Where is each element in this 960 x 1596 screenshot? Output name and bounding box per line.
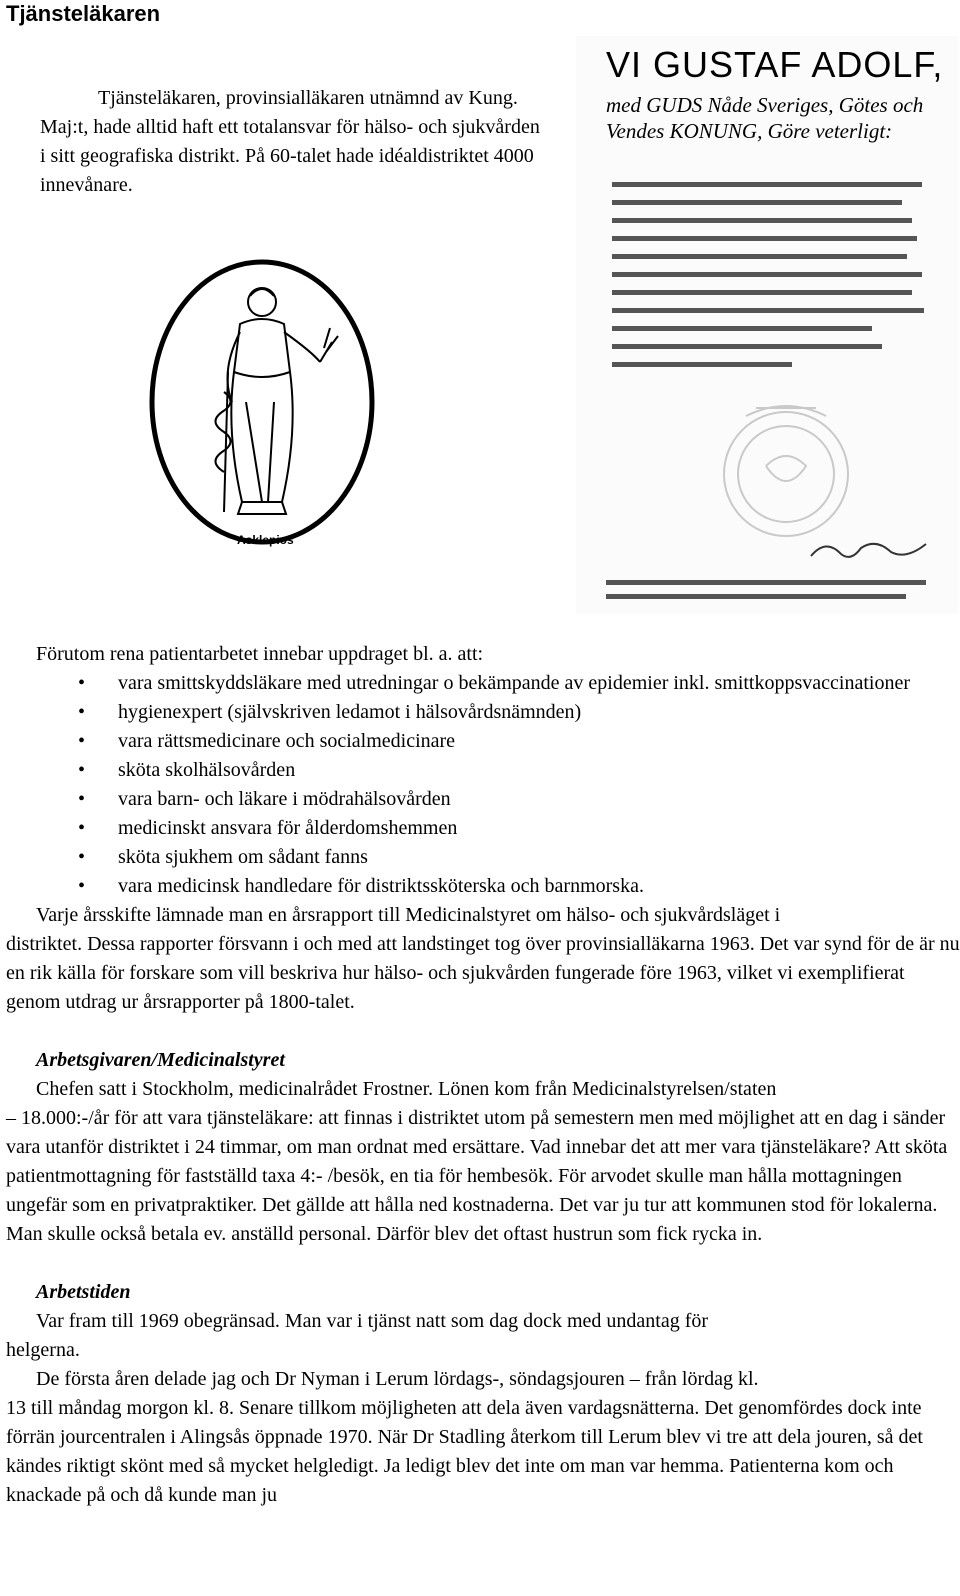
typed-lines-graphic (612, 178, 938, 378)
list-item: • sköta skolhälsovården (6, 756, 960, 785)
bullet-icon: • (78, 672, 86, 694)
page-title: Tjänsteläkaren (6, 1, 161, 26)
bullet-icon: • (78, 846, 86, 868)
proclamation-subheading: med GUDS Nåde Sveriges, Götes och Vendes KONUNG, Göre veterligt: (606, 93, 924, 143)
bullet-icon: • (78, 759, 86, 781)
list-item: • vara medicinsk handledare för distriktssköterska och barnmorska. (6, 872, 960, 901)
bullet-icon: • (78, 730, 86, 752)
list-item: • vara barn- och läkare i mödrahälsovården (6, 785, 960, 814)
asklepios-image (142, 252, 430, 574)
worktime-paragraph-2: De första åren delade jag och Dr Nyman i Lerum lördags-, söndagsjouren – från lördag kl. 13 till måndag morgon kl. 8. Senare tillkom möjligheten att dela även vardagsnätterna. Det genomfördes dock inte förrän jourcentralen i Alingsås öppnade 1970. När Dr Stadling återkom till Lerum blev vi tre att dela jouren, så det kändes riktigt skönt med så mycket helgledigt. Ja ledigt blev det inte om man var hemma. Patienterna kom och knackade på och då kunde man ju (6, 1368, 923, 1506)
asklepios-caption: Asklepios (237, 533, 294, 547)
signature (806, 536, 946, 566)
royal-seal (676, 396, 896, 546)
section-heading-worktime: Arbetstiden (36, 1281, 131, 1303)
proclamation-image (576, 36, 958, 614)
report-paragraph: Varje årsskifte lämnade man en årsrapport till Medicinalstyret om hälso- och sjukvårdsläget i distriktet. Dessa rapporter försvann i och med att landstinget tog över provinsialläkarna 1963. Det var synd för de är nu en rik källa för forskare som vill beskriva hur hälso- och sjukvården fungerade före 1963, vilket vi exemplifierat genom utdrag ur årsrapporter på 1800-talet. (6, 904, 960, 1013)
list-item: • vara smittskyddsläkare med utredningar o bekämpande av epidemier inkl. smittkoppsvaccinationer (6, 669, 960, 698)
proclamation-footer-lines (606, 576, 936, 606)
section-heading-employer: Arbetsgivaren/Medicinalstyret (36, 1049, 285, 1071)
duties-lead: Förutom rena patientarbetet innebar uppdraget bl. a. att: (36, 643, 484, 665)
bullet-icon: • (78, 701, 86, 723)
duties-list (6, 669, 960, 901)
bullet-icon: • (78, 817, 86, 839)
list-item: • vara rättsmedicinare och socialmedicinare (6, 727, 960, 756)
bullet-icon: • (78, 875, 86, 897)
list-item: • hygienexpert (självskriven ledamot i hälsovårdsnämnden) (6, 698, 960, 727)
employer-paragraph: Chefen satt i Stockholm, medicinalrådet Frostner. Lönen kom från Medicinalstyrelsen/staten – 18.000:-/år för att vara tjänsteläkare: att finnas i distriktet utom på semestern men med möjlighet att en dag i sänder vara utanför distriktet i 24 timmar, om man ordnat med ersättare. Vad innebar det att mer vara tjänsteläkare? Att sköta patientmottagning för fastställd taxa 4:- /besök, en tia för hembesök. För arvodet skulle man hålla mottagningen ungefär som en privatpraktiker. Det gällde att hålla ned kostnaderna. Det var ju tur att kommunen stod för lokalerna. Man skulle också betala ev. anställd personal. Därför blev det oftast hustrun som fick rycka in. (6, 1078, 948, 1245)
main-text (6, 640, 960, 1510)
proclamation-typed-text (612, 178, 938, 384)
list-item: • medicinskt ansvara för ålderdomshemmen (6, 814, 960, 843)
list-item: • sköta sjukhem om sådant fanns (6, 843, 960, 872)
bullet-icon: • (78, 788, 86, 810)
worktime-paragraph-1: Var fram till 1969 obegränsad. Man var i tjänst natt som dag dock med undantag för helgerna. (6, 1310, 709, 1361)
proclamation-heading: VI GUSTAF ADOLF, (606, 44, 944, 85)
intro-paragraph: Tjänsteläkaren, provinsialläkaren utnämnd av Kung. Maj:t, hade alltid haft ett totalansvar för hälso- och sjukvården i sitt geografiska distrikt. På 60-talet hade idéaldistriktet 4000 innevånare. (40, 87, 540, 196)
asklepios-figure (142, 252, 430, 574)
